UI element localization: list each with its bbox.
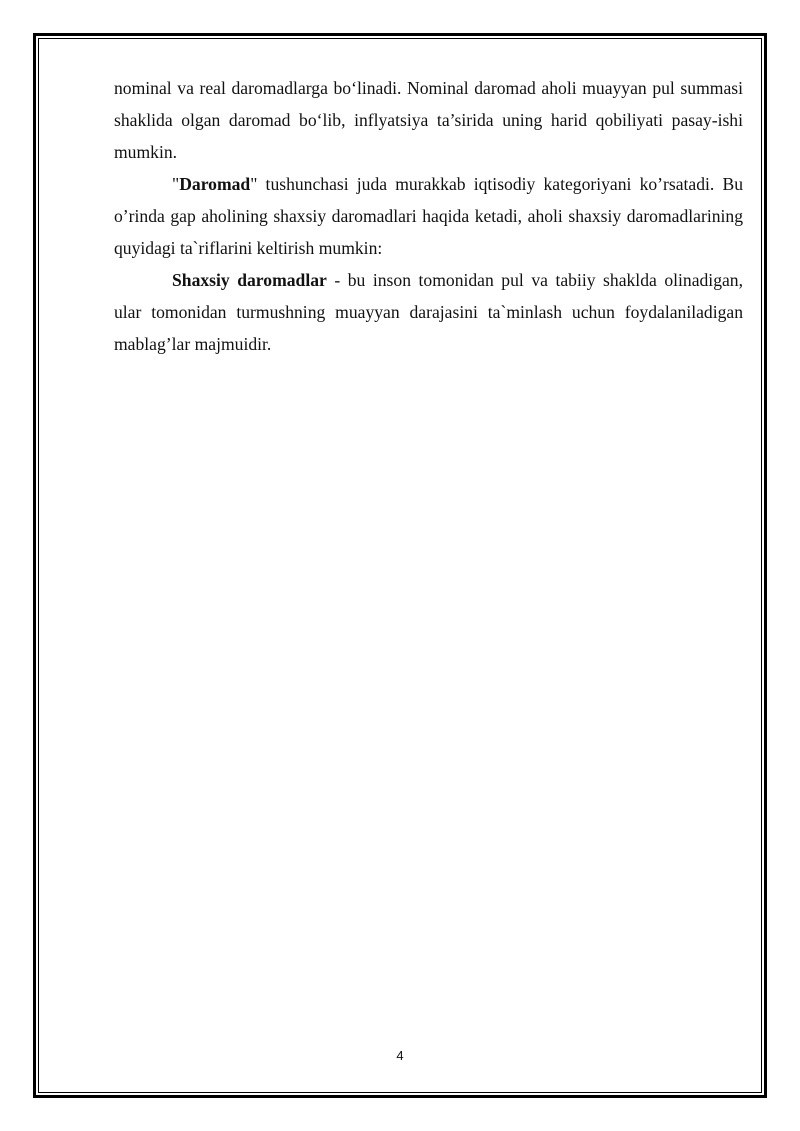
page-number: 4 bbox=[396, 1048, 404, 1063]
paragraph-3-text: - bu inson tomonidan pul va tabiiy shaklda olinadigan, ular tomonidan turmushning muayyan darajasini ta`minlash uchun foydalaniladigan mablag’lar majmuidir. bbox=[114, 270, 743, 354]
paragraph-1: nominal va real daromadlarga bo‘linadi. Nominal daromad aholi muayyan pul summasi shaklida olgan daromad bo‘lib, inflyatsiya ta’sirida uning harid qobiliyati pasay-ishi mumkin. bbox=[114, 78, 743, 162]
paragraph-2-text: " tushunchasi juda murakkab iqtisodiy kategoriyani ko’rsatadi. Bu o’rinda gap aholining shaxsiy daromadlari haqida ketadi, aholi shaxsiy daromadlarining quyidagi ta`riflarini keltirish mumkin: bbox=[114, 174, 743, 258]
paragraph-3 bbox=[114, 264, 743, 360]
term-daromad: Daromad bbox=[179, 174, 251, 194]
term-shaxsiy-daromadlar: Shaxsiy daromadlar bbox=[172, 270, 327, 290]
document-body bbox=[114, 72, 743, 360]
quote-open: " bbox=[172, 174, 180, 194]
paragraph-2 bbox=[114, 168, 743, 264]
